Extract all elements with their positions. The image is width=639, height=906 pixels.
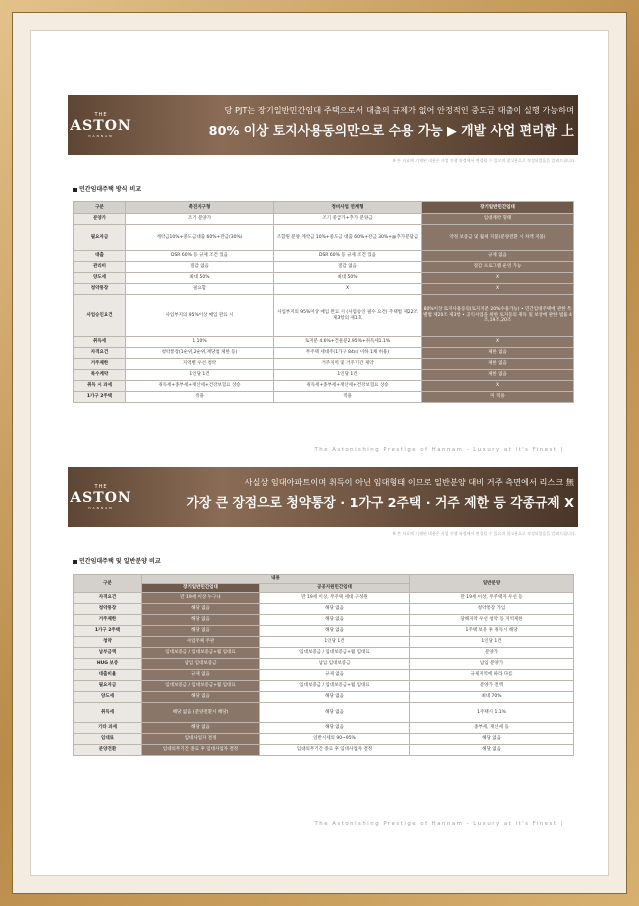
table-cell: 만 19세 이상, 무주택자 우선 등 [410, 593, 574, 604]
table-header-row [74, 202, 574, 214]
disclaimer-note: ※ 본 자료에 기재된 내용은 사업 진행 과정에서 변경될 수 있으며 참고용으로 작성되었음을 알려드립니다. [392, 158, 576, 163]
table-cell: 임대보증금 / 임대보증금+월 임대료 [260, 681, 410, 692]
table-row [74, 348, 574, 359]
header-cell: 공공지원민간임대 [260, 584, 410, 593]
row-label-cell: 양도세 [74, 692, 142, 703]
logo-name: ASTON [70, 118, 132, 134]
table-cell: 해당 없음 (분양전환시 해당) [142, 703, 260, 723]
bullet-square-icon [73, 560, 77, 564]
table-cell: 임대보증금 / 임대보증금+월 임대료 [260, 648, 410, 659]
table-row [74, 295, 574, 337]
banner-line2: 80% 이상 토지사용동의만으로 수용 가능 ▶ 개발 사업 편리함 上 [208, 124, 574, 139]
table-row [74, 615, 574, 626]
table-row [74, 251, 574, 262]
table-row [74, 681, 574, 692]
logo-sub: HANNAM [88, 134, 114, 138]
table-row [74, 392, 574, 403]
table-cell: 취득세+종부세+재산세+건강보험료 상승 [126, 381, 274, 392]
table-cell: X [274, 284, 422, 295]
table-cell: 해당 없음 [410, 734, 574, 745]
table-cell: 80%이상 토지사용동의(토지지분 20%수용가능) • 민간임대주택에 관한 특별법 제20조 제3항 • 공익사업을 위한 토지등의 취득 및 보상에 관한 법률 4조,19조,20조 [422, 295, 574, 337]
row-label-cell: 청약통장 [74, 284, 126, 295]
row-label-cell: 관리비 [74, 262, 126, 273]
table-row [74, 745, 574, 756]
table-cell: X [422, 381, 574, 392]
bullet-square-icon [73, 188, 77, 192]
table-row [74, 659, 574, 670]
row-label-cell: 거주제한 [74, 359, 126, 370]
table-cell: 해당 없음 [142, 692, 260, 703]
table-cell: X [422, 273, 574, 284]
table-cell: 1인당 1건 [126, 370, 274, 381]
table-cell: 종부세, 재산세 등 [410, 723, 574, 734]
document-page [30, 30, 609, 876]
row-label-cell: 양도세 [74, 273, 126, 284]
row-label-cell: 기타 과세 [74, 723, 142, 734]
footer-tagline: The Astonishing Prestige of Hannam - Luxury at it's Finest | [314, 447, 564, 453]
row-label-cell: 사업승인요건 [74, 295, 126, 337]
table-row [74, 214, 574, 225]
row-label-cell: 자격요건 [74, 593, 142, 604]
table-cell: 임대계약 형태 [422, 214, 574, 225]
table-row [74, 703, 574, 723]
table-cell: 해당 없음 [260, 692, 410, 703]
table-cell: 약정 보증금 및 월세 지불(분양전환 시 차액 지불) [422, 225, 574, 251]
table-header-row [74, 575, 574, 584]
table-cell: 해당 없음 [142, 723, 260, 734]
table-row [74, 604, 574, 615]
row-label-cell: 필요자금 [74, 681, 142, 692]
table-cell: 규제 없음 [422, 251, 574, 262]
table-cell: 최대 70% [410, 692, 574, 703]
header-cell: 장기일반민간임대 [422, 202, 574, 214]
row-label-cell: 분양가 [74, 214, 126, 225]
table-cell: 해당 없음 [260, 615, 410, 626]
table-cell: 임대사업자 결정 [142, 734, 260, 745]
table-cell: 규제 없음 [260, 670, 410, 681]
table-cell: 1주택시 1.1% [410, 703, 574, 723]
table-cell: 1인당 1건 [410, 637, 574, 648]
table-cell: 해당 없음 [142, 604, 260, 615]
table-cell: 토지분 4.6%+건물분2.95%+취득세1.1% [274, 337, 422, 348]
row-label-cell: 자격요건 [74, 348, 126, 359]
row-label-cell: 청약 [74, 637, 142, 648]
table-cell: 제한 없음 [422, 348, 574, 359]
table-row [74, 359, 574, 370]
table-cell: 1.10% [126, 337, 274, 348]
row-label-cell: 대출비율 [74, 670, 142, 681]
header-cell: 내용 [142, 575, 410, 584]
aston-logo [68, 95, 134, 155]
table-cell: 절감 프로그램 운영 가능 [422, 262, 574, 273]
table-cell: 최대 50% [274, 273, 422, 284]
row-label-cell: 거주제한 [74, 615, 142, 626]
table-row [74, 626, 574, 637]
header-cell: 정비사업 연계형 [274, 202, 422, 214]
table-cell: X [422, 284, 574, 295]
row-label-cell: 취득 시 과세 [74, 381, 126, 392]
table-cell: 임대보증금 / 임대보증금+월 임대료 [142, 648, 260, 659]
header-cell: 장기일반민간임대 [142, 584, 260, 593]
table-cell: 당해지역 우선 청약 등 지역제한 [410, 615, 574, 626]
table-row [74, 692, 574, 703]
table-cell: 분양가 [410, 648, 574, 659]
table-cell: 사업주체 주관 [142, 637, 260, 648]
table-cell: 만 19세 이상 누구나 [142, 593, 260, 604]
aston-logo [68, 467, 134, 527]
banner-bottom [68, 467, 578, 527]
table-cell: 절감 없음 [126, 262, 274, 273]
table-cell: 미 적용 [422, 392, 574, 403]
table-cell: 조기 분양가 [126, 214, 274, 225]
table-cell: 해당 없음 [260, 723, 410, 734]
section-title [73, 556, 161, 565]
table-row [74, 648, 574, 659]
header-cell: 구분 [74, 202, 126, 214]
section-title-text: 민간임대주택 및 일반분양 비교 [79, 558, 161, 565]
table-cell: X [422, 337, 574, 348]
table-cell: 적용 [274, 392, 422, 403]
row-label-cell: 복수계약 [74, 370, 126, 381]
table-cell: 적용 [126, 392, 274, 403]
table-cell: 분양가 전액 [410, 681, 574, 692]
table-cell: 임대의무기간 종료 후 임대사업자 결정 [142, 745, 260, 756]
row-label-cell: 청약통장 [74, 604, 142, 615]
table-cell: 해당 없음 [260, 703, 410, 723]
comparison-table-1 [73, 201, 574, 403]
table-row [74, 723, 574, 734]
table-cell: 사업부지의 95%이상 매입 완료 시 (사업승인 필수 요건) 주택법 제22조 제3항의 제1호 [274, 295, 422, 337]
row-label-cell: HUG 보증 [74, 659, 142, 670]
table-row [74, 593, 574, 604]
table-cell: 청약통장(1순위,2순위,재당첨 제한 등) [126, 348, 274, 359]
table-cell: 필요함 [126, 284, 274, 295]
header-cell: 일반분양 [410, 575, 574, 593]
table-cell: 해당 없음 [260, 604, 410, 615]
table-cell: 납입 임대보증금 [142, 659, 260, 670]
table-row [74, 337, 574, 348]
table-cell: 임대의무기간 종료 후 임대사업자 결정 [260, 745, 410, 756]
table-cell: 제한 없음 [422, 359, 574, 370]
table-row [74, 370, 574, 381]
table-row [74, 273, 574, 284]
table-cell: 해당 없음 [142, 615, 260, 626]
table-cell: 1주택 보유 후 취득시 해당 [410, 626, 574, 637]
table-cell: 1인당 1건 [274, 370, 422, 381]
row-label-cell: 1가구 2주택 [74, 626, 142, 637]
table-row [74, 381, 574, 392]
row-label-cell: 납부금액 [74, 648, 142, 659]
table-cell: DSR 60% 등 규제 조건 있음 [126, 251, 274, 262]
logo-the: THE [94, 484, 108, 490]
table-row [74, 225, 574, 251]
table-cell: 취득세+종부세+재산세+건강보험료 상승 [274, 381, 422, 392]
disclaimer-note: ※ 본 자료에 기재된 내용은 사업 진행 과정에서 변경될 수 있으며 참고용으로 작성되었음을 알려드립니다. [392, 531, 576, 536]
table-cell: 조기 중급가+추가 분양금 [274, 214, 422, 225]
logo-the: THE [94, 112, 108, 118]
row-label-cell: 취득세 [74, 703, 142, 723]
banner-line1: 당 PJT는 장기일반민간임대 주택으로서 대출의 규제가 없어 안정적인 중도금 대출이 실행 가능하며 [224, 105, 574, 115]
table-cell: DSR 60% 등 규제 조건 있음 [274, 251, 422, 262]
footer-tagline: The Astonishing Prestige of Hannam - Luxury at it's Finest | [314, 821, 564, 827]
comparison-table-2 [73, 574, 574, 756]
table-cell: 규제지역에 따라 다름 [410, 670, 574, 681]
header-cell: 구분 [74, 575, 142, 593]
table-row [74, 637, 574, 648]
table-row [74, 734, 574, 745]
row-label-cell: 대출 [74, 251, 126, 262]
table-cell: 임대보증금 / 임대보증금+월 임대료 [142, 681, 260, 692]
table-cell: 해당 없음 [260, 626, 410, 637]
table-cell: 거주지역 및 거주기간 제약 [274, 359, 422, 370]
table-cell: 규제 없음 [142, 670, 260, 681]
table-cell: 절감 없음 [274, 262, 422, 273]
banner-line2: 가장 큰 장점으로 청약통장 · 1가구 2주택 · 거주 제한 등 각종규제 X [186, 496, 574, 511]
table-cell: 해당 없음 [142, 626, 260, 637]
row-label-cell: 필요자금 [74, 225, 126, 251]
logo-sub: HANNAM [88, 506, 114, 510]
row-label-cell: 임대료 [74, 734, 142, 745]
row-label-cell: 분양전환 [74, 745, 142, 756]
table-cell: 1인당 1건 [260, 637, 410, 648]
table-cell: 납입 분양가 [410, 659, 574, 670]
section-title [73, 184, 141, 193]
table-cell: 무주택 세대주(1가구 84㎡ 이하 1채 허용) [274, 348, 422, 359]
table-cell: 납입 임대보증금 [260, 659, 410, 670]
row-label-cell: 취득세 [74, 337, 126, 348]
table-cell: 해당 없음 [410, 745, 574, 756]
banner-line1: 사실상 임대아파트이며 취득이 아닌 임대형태 이므로 일반분양 대비 거주 측면에서 리스크 無 [244, 477, 574, 487]
table-row [74, 284, 574, 295]
table-cell: 청약통장 가입 [410, 604, 574, 615]
table-cell: 지역별 우선 청약 [126, 359, 274, 370]
table-row [74, 670, 574, 681]
table-cell: 만 19세 이상, 무주택 세대 구성원 [260, 593, 410, 604]
row-label-cell: 1가구 2주택 [74, 392, 126, 403]
banner-top [68, 95, 578, 155]
table-cell: 최대 50% [126, 273, 274, 284]
section-title-text: 민간임대주택 방식 비교 [79, 186, 142, 193]
logo-name: ASTON [70, 490, 132, 506]
table-row [74, 262, 574, 273]
table-cell: 계약금10%+중도금대출 60%+잔금(30%) [126, 225, 274, 251]
table-cell: 사업부지의 95%이상 매입 완료 시 [126, 295, 274, 337]
header-cell: 촉진지구형 [126, 202, 274, 214]
table-cell: 조합원 분양 계약금 10%+중도금 대출 60%+잔금 30%+@추가분담금 [274, 225, 422, 251]
table-cell: 일반시세의 90~95% [260, 734, 410, 745]
table-cell: 제한 없음 [422, 370, 574, 381]
